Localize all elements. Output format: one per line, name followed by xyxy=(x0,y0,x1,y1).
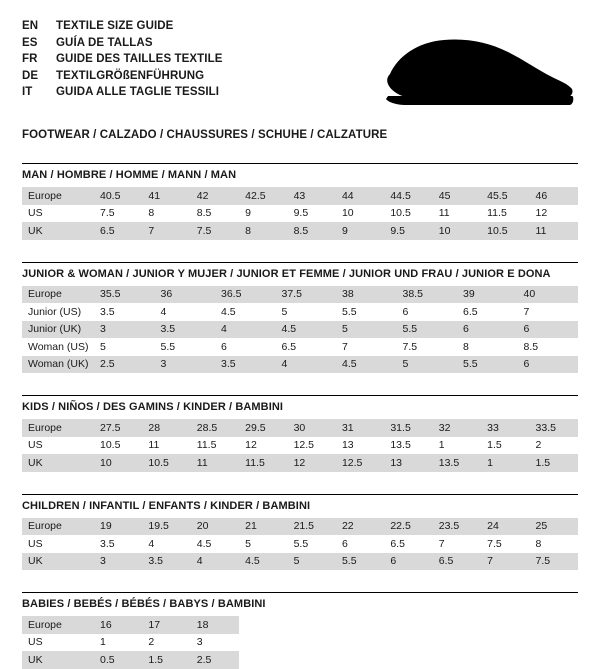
size-cell: 17 xyxy=(142,616,190,634)
size-cell: 5.5 xyxy=(457,356,518,374)
size-cell: 3.5 xyxy=(142,553,190,571)
size-cell: 12.5 xyxy=(288,437,336,455)
row-label: Woman (UK) xyxy=(22,356,94,374)
size-cell: 23.5 xyxy=(433,518,481,536)
size-cell: 10.5 xyxy=(142,454,190,472)
size-cell: 42.5 xyxy=(239,187,287,205)
size-cell: 4.5 xyxy=(276,321,337,339)
size-cell: 5 xyxy=(276,303,337,321)
size-cell: 7.5 xyxy=(397,338,458,356)
table-row xyxy=(22,535,578,553)
size-cell xyxy=(481,616,529,634)
size-cell: 6 xyxy=(215,338,276,356)
table-row xyxy=(22,419,578,437)
language-row xyxy=(22,51,223,68)
size-cell: 32 xyxy=(433,419,481,437)
size-cell: 11 xyxy=(142,437,190,455)
size-cell: 4 xyxy=(142,535,190,553)
size-cell: 6 xyxy=(384,553,432,571)
size-cell: 10 xyxy=(336,205,384,223)
size-cell: 40.5 xyxy=(94,187,142,205)
size-cell: 8 xyxy=(142,205,190,223)
size-cell: 43 xyxy=(288,187,336,205)
size-cell: 6 xyxy=(397,303,458,321)
size-cell: 6.5 xyxy=(94,222,142,240)
size-cell xyxy=(384,651,432,669)
size-cell: 33.5 xyxy=(530,419,578,437)
dress-shoe-icon xyxy=(384,34,574,112)
size-table xyxy=(22,518,578,571)
size-cell: 30 xyxy=(288,419,336,437)
size-cell: 8 xyxy=(530,535,578,553)
size-cell: 3 xyxy=(94,553,142,571)
size-cell: 18 xyxy=(191,616,239,634)
size-cell: 7.5 xyxy=(94,205,142,223)
size-cell: 11 xyxy=(191,454,239,472)
size-cell: 38 xyxy=(336,286,397,304)
size-cell: 33 xyxy=(481,419,529,437)
size-cell: 36.5 xyxy=(215,286,276,304)
size-cell: 3.5 xyxy=(155,321,216,339)
size-cell: 5.5 xyxy=(336,303,397,321)
size-cell xyxy=(336,616,384,634)
row-label: US xyxy=(22,634,94,652)
section-title: KIDS / NIÑOS / DES GAMINS / KINDER / BAMBINI xyxy=(22,401,284,413)
size-cell: 8.5 xyxy=(288,222,336,240)
table-row xyxy=(22,518,578,536)
language-title: TEXTILGRÖßENFÜHRUNG xyxy=(56,69,205,82)
size-cell: 37.5 xyxy=(276,286,337,304)
size-cell: 45 xyxy=(433,187,481,205)
size-table xyxy=(22,419,578,472)
size-cell: 13 xyxy=(336,437,384,455)
size-cell: 5 xyxy=(94,338,155,356)
size-cell xyxy=(288,634,336,652)
size-cell: 10.5 xyxy=(94,437,142,455)
language-code: DE xyxy=(22,69,39,82)
size-cell: 6 xyxy=(457,321,518,339)
size-cell: 3 xyxy=(155,356,216,374)
size-cell: 27.5 xyxy=(94,419,142,437)
size-cell: 2.5 xyxy=(191,651,239,669)
size-cell: 6.5 xyxy=(276,338,337,356)
size-cell: 46 xyxy=(530,187,578,205)
table-row xyxy=(22,187,578,205)
row-label: UK xyxy=(22,553,94,571)
size-tables xyxy=(22,163,578,669)
size-cell: 6 xyxy=(336,535,384,553)
size-cell: 3.5 xyxy=(94,303,155,321)
table-row xyxy=(22,321,578,339)
language-title: GUIDA ALLE TAGLIE TESSILI xyxy=(56,86,220,98)
size-cell: 5.5 xyxy=(336,553,384,571)
size-cell: 4 xyxy=(215,321,276,339)
size-cell: 6 xyxy=(518,356,579,374)
size-cell: 39 xyxy=(457,286,518,304)
row-label: US xyxy=(22,205,94,223)
size-cell xyxy=(288,616,336,634)
size-cell xyxy=(481,634,529,652)
size-cell: 1 xyxy=(433,437,481,455)
size-cell: 36 xyxy=(155,286,216,304)
size-cell: 44.5 xyxy=(384,187,432,205)
size-cell xyxy=(239,634,287,652)
size-cell: 9 xyxy=(239,205,287,223)
size-cell xyxy=(433,651,481,669)
size-cell: 1.5 xyxy=(142,651,190,669)
row-label: UK xyxy=(22,651,94,669)
row-label: Europe xyxy=(22,286,94,304)
size-cell: 7.5 xyxy=(530,553,578,571)
table-row xyxy=(22,437,578,455)
size-cell: 13.5 xyxy=(384,437,432,455)
size-cell: 24 xyxy=(481,518,529,536)
language-row xyxy=(22,68,223,85)
size-cell: 1.5 xyxy=(481,437,529,455)
row-label: US xyxy=(22,535,94,553)
size-section xyxy=(22,163,578,240)
row-label: Junior (UK) xyxy=(22,321,94,339)
language-title: GUÍA DE TALLAS xyxy=(56,36,153,49)
language-title: TEXTILE SIZE GUIDE xyxy=(56,20,174,32)
size-cell xyxy=(336,651,384,669)
size-cell: 8.5 xyxy=(518,338,579,356)
language-row xyxy=(22,35,223,52)
language-title-list xyxy=(22,18,223,101)
table-row xyxy=(22,454,578,472)
size-cell: 6.5 xyxy=(433,553,481,571)
size-section xyxy=(22,262,578,374)
size-cell: 8.5 xyxy=(191,205,239,223)
size-cell xyxy=(384,616,432,634)
size-cell: 10.5 xyxy=(481,222,529,240)
row-label: Europe xyxy=(22,616,94,634)
size-cell: 2 xyxy=(142,634,190,652)
size-cell: 4.5 xyxy=(215,303,276,321)
size-cell: 12 xyxy=(288,454,336,472)
size-cell: 3 xyxy=(191,634,239,652)
size-cell: 3.5 xyxy=(215,356,276,374)
size-cell: 6 xyxy=(518,321,579,339)
size-cell: 5.5 xyxy=(288,535,336,553)
row-label: Europe xyxy=(22,419,94,437)
size-cell: 10.5 xyxy=(384,205,432,223)
size-cell: 4.5 xyxy=(336,356,397,374)
size-cell: 28.5 xyxy=(191,419,239,437)
size-cell xyxy=(433,616,481,634)
size-cell: 5 xyxy=(397,356,458,374)
language-code: FR xyxy=(22,53,38,65)
size-cell: 7 xyxy=(142,222,190,240)
language-code: IT xyxy=(22,86,33,98)
table-row xyxy=(22,303,578,321)
size-cell: 21 xyxy=(239,518,287,536)
document-header xyxy=(22,18,578,112)
size-cell xyxy=(481,651,529,669)
size-cell: 12.5 xyxy=(336,454,384,472)
size-cell: 13 xyxy=(384,454,432,472)
size-cell: 21.5 xyxy=(288,518,336,536)
size-cell: 45.5 xyxy=(481,187,529,205)
table-row xyxy=(22,553,578,571)
size-section xyxy=(22,395,578,472)
size-cell: 5 xyxy=(239,535,287,553)
size-cell: 40 xyxy=(518,286,579,304)
size-cell: 5.5 xyxy=(397,321,458,339)
size-cell: 35.5 xyxy=(94,286,155,304)
row-label: UK xyxy=(22,454,94,472)
size-cell: 4 xyxy=(191,553,239,571)
table-row xyxy=(22,651,578,669)
size-cell: 19.5 xyxy=(142,518,190,536)
size-section xyxy=(22,592,578,669)
size-cell xyxy=(288,651,336,669)
language-title: GUIDE DES TAILLES TEXTILE xyxy=(56,53,223,65)
size-cell: 1 xyxy=(94,634,142,652)
table-row xyxy=(22,616,578,634)
size-cell: 4 xyxy=(155,303,216,321)
size-cell: 11 xyxy=(530,222,578,240)
size-cell: 28 xyxy=(142,419,190,437)
size-table xyxy=(22,616,578,669)
size-cell: 25 xyxy=(530,518,578,536)
size-cell: 12 xyxy=(530,205,578,223)
size-cell xyxy=(530,616,578,634)
size-cell: 19 xyxy=(94,518,142,536)
section-title: BABIES / BEBÉS / BÉBÉS / BABYS / BAMBINI xyxy=(22,598,266,610)
size-cell xyxy=(433,634,481,652)
size-cell: 31.5 xyxy=(384,419,432,437)
table-row xyxy=(22,205,578,223)
row-label: Europe xyxy=(22,187,94,205)
size-cell: 5 xyxy=(288,553,336,571)
table-row xyxy=(22,222,578,240)
size-cell: 3.5 xyxy=(94,535,142,553)
language-row xyxy=(22,18,223,35)
size-cell: 8 xyxy=(457,338,518,356)
row-label: Europe xyxy=(22,518,94,536)
size-cell: 7.5 xyxy=(191,222,239,240)
size-cell: 22 xyxy=(336,518,384,536)
size-cell: 11.5 xyxy=(481,205,529,223)
table-row xyxy=(22,286,578,304)
size-cell: 6.5 xyxy=(384,535,432,553)
size-cell: 8 xyxy=(239,222,287,240)
row-label: UK xyxy=(22,222,94,240)
table-row xyxy=(22,356,578,374)
size-cell: 22.5 xyxy=(384,518,432,536)
size-cell: 7 xyxy=(481,553,529,571)
size-cell: 7.5 xyxy=(481,535,529,553)
size-cell: 44 xyxy=(336,187,384,205)
size-cell: 1.5 xyxy=(530,454,578,472)
size-cell xyxy=(530,651,578,669)
table-row xyxy=(22,634,578,652)
row-label: Woman (US) xyxy=(22,338,94,356)
size-cell: 7 xyxy=(518,303,579,321)
section-title: JUNIOR & WOMAN / JUNIOR Y MUJER / JUNIOR ET FEMME / JUNIOR UND FRAU / JUNIOR E DONA xyxy=(22,267,551,280)
size-cell: 11 xyxy=(433,205,481,223)
size-cell: 4.5 xyxy=(191,535,239,553)
size-table xyxy=(22,187,578,240)
size-cell: 1 xyxy=(481,454,529,472)
size-cell xyxy=(239,651,287,669)
size-cell xyxy=(530,634,578,652)
size-cell: 6.5 xyxy=(457,303,518,321)
size-cell: 20 xyxy=(191,518,239,536)
size-cell: 9 xyxy=(336,222,384,240)
size-cell: 4.5 xyxy=(239,553,287,571)
size-cell: 11.5 xyxy=(191,437,239,455)
size-cell: 4 xyxy=(276,356,337,374)
size-cell: 31 xyxy=(336,419,384,437)
size-cell: 2 xyxy=(530,437,578,455)
size-cell xyxy=(336,634,384,652)
size-cell: 7 xyxy=(433,535,481,553)
language-code: EN xyxy=(22,20,39,32)
size-cell: 38.5 xyxy=(397,286,458,304)
size-cell: 0.5 xyxy=(94,651,142,669)
size-cell: 42 xyxy=(191,187,239,205)
table-row xyxy=(22,338,578,356)
size-cell: 13.5 xyxy=(433,454,481,472)
size-cell: 41 xyxy=(142,187,190,205)
size-cell: 10 xyxy=(433,222,481,240)
size-cell xyxy=(239,616,287,634)
size-cell: 5 xyxy=(336,321,397,339)
size-cell: 29.5 xyxy=(239,419,287,437)
size-table xyxy=(22,286,578,374)
language-row xyxy=(22,84,223,101)
row-label: Junior (US) xyxy=(22,303,94,321)
size-cell: 10 xyxy=(94,454,142,472)
size-cell: 3 xyxy=(94,321,155,339)
size-cell: 9.5 xyxy=(384,222,432,240)
size-cell: 7 xyxy=(336,338,397,356)
language-code: ES xyxy=(22,36,38,49)
size-section xyxy=(22,494,578,571)
size-cell: 5.5 xyxy=(155,338,216,356)
size-cell: 11.5 xyxy=(239,454,287,472)
section-title: MAN / HOMBRE / HOMME / MANN / MAN xyxy=(22,169,237,181)
size-cell: 16 xyxy=(94,616,142,634)
size-cell xyxy=(384,634,432,652)
size-cell: 2.5 xyxy=(94,356,155,374)
size-cell: 9.5 xyxy=(288,205,336,223)
category-line: FOOTWEAR / CALZADO / CHAUSSURES / SCHUHE / CALZATURE xyxy=(22,129,388,141)
row-label: US xyxy=(22,437,94,455)
section-title: CHILDREN / INFANTIL / ENFANTS / KINDER / BAMBINI xyxy=(22,499,311,512)
size-cell: 12 xyxy=(239,437,287,455)
